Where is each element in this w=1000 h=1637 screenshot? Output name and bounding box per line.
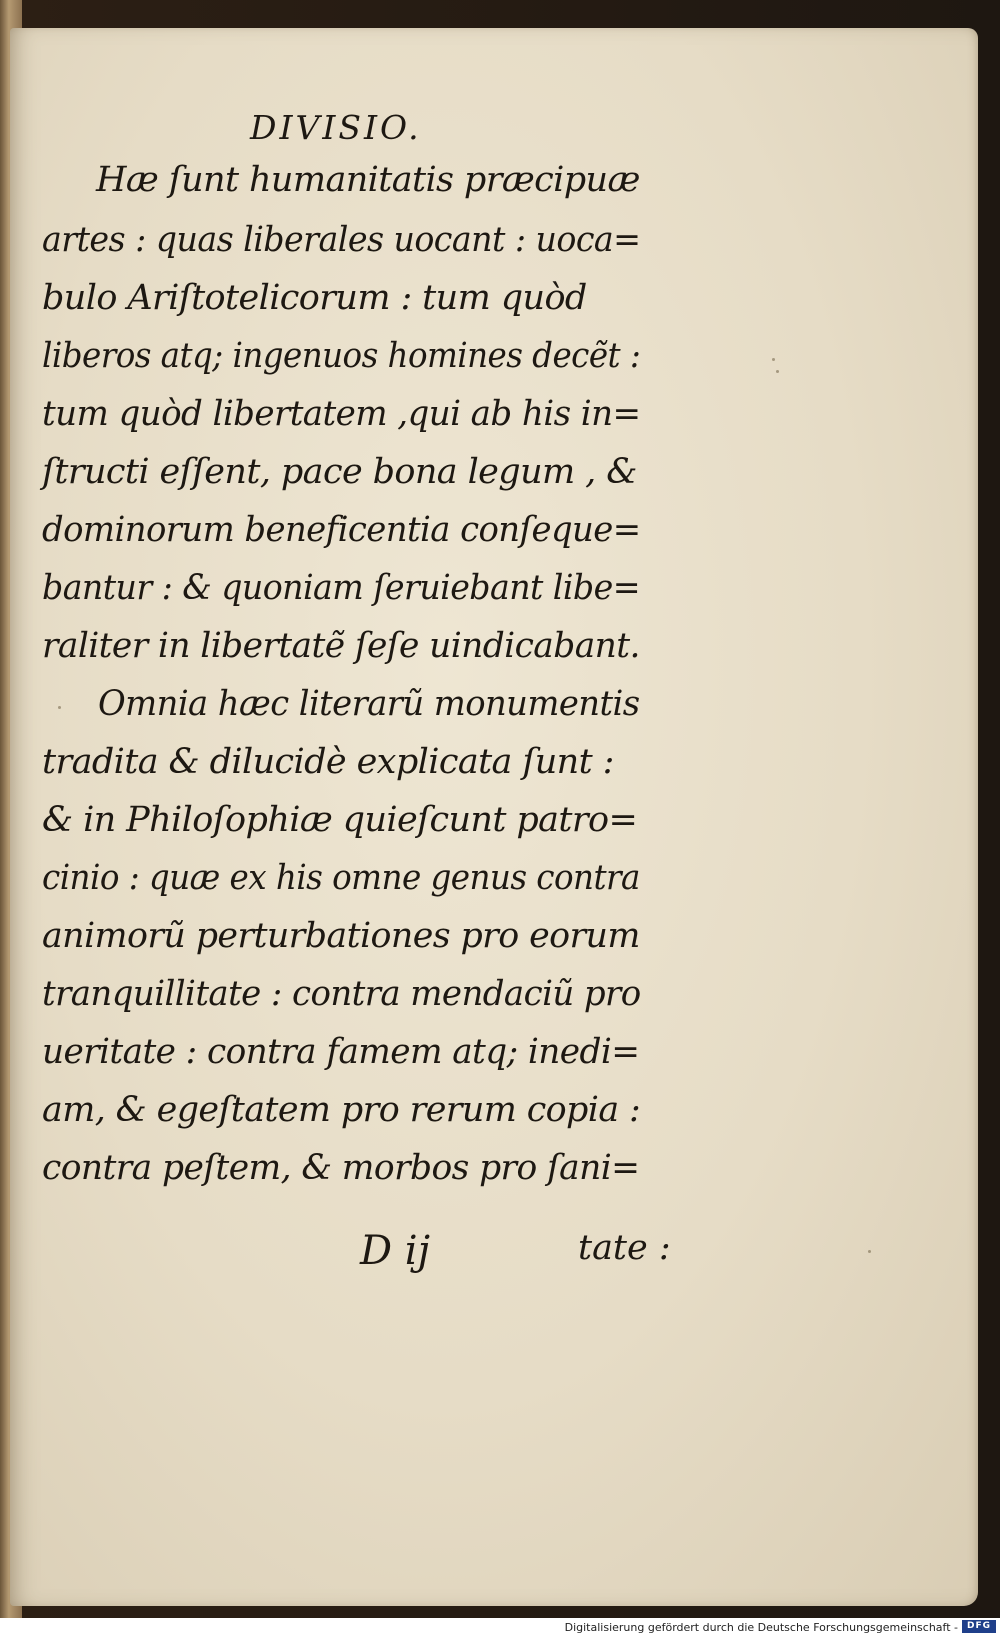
dfg-logo: DFG	[962, 1620, 996, 1633]
text-line: tum quòd libertatem ,qui ab his in=	[42, 394, 641, 434]
text-line: contra peſtem, & morbos pro ſani=	[42, 1148, 640, 1188]
text-line: am, & egeſtatem pro rerum copia :	[42, 1090, 641, 1130]
text-line: dominorum beneficentia conſeque=	[42, 510, 641, 550]
text-line: artes : quas liberales uocant : uoca=	[42, 220, 641, 260]
text-line: Hæ ſunt humanitatis præcipuæ	[96, 160, 640, 200]
text-line: ueritate : contra famem atq; inedi=	[42, 1032, 640, 1072]
text-line: ſtructi eſſent, pace bona legum , &	[42, 452, 637, 492]
text-line: raliter in libertatẽ ſeſe uindicabant.	[42, 626, 640, 666]
paper-speck	[58, 706, 61, 709]
text-line: liberos atq; ingenuos homines decẽt :	[42, 336, 641, 376]
text-line: Omnia hæc literarũ monumentis	[98, 684, 640, 724]
text-line: tradita & dilucidè explicata ſunt :	[42, 742, 614, 782]
text-line: animorũ perturbationes pro eorum	[42, 916, 640, 956]
digitization-credit: Digitalisierung gefördert durch die Deutsche Forschungsgemeinschaft -	[564, 1621, 958, 1634]
running-heading: DIVISIO.	[250, 108, 422, 147]
text-line: tranquillitate : contra mendaciũ pro	[42, 974, 641, 1014]
text-line: cinio : quæ ex his omne genus contra	[42, 858, 640, 898]
paper-speck	[772, 358, 775, 361]
signature-mark: D ij	[360, 1228, 430, 1274]
text-line: bantur : & quoniam ſeruiebant libe=	[42, 568, 640, 608]
text-line: & in Philoſophiæ quieſcunt patro=	[42, 800, 638, 840]
paper-speck	[868, 1250, 871, 1253]
text-line: bulo Ariſtotelicorum : tum quòd	[42, 278, 587, 318]
catchword: tate :	[578, 1228, 671, 1268]
paper-speck	[776, 370, 779, 373]
